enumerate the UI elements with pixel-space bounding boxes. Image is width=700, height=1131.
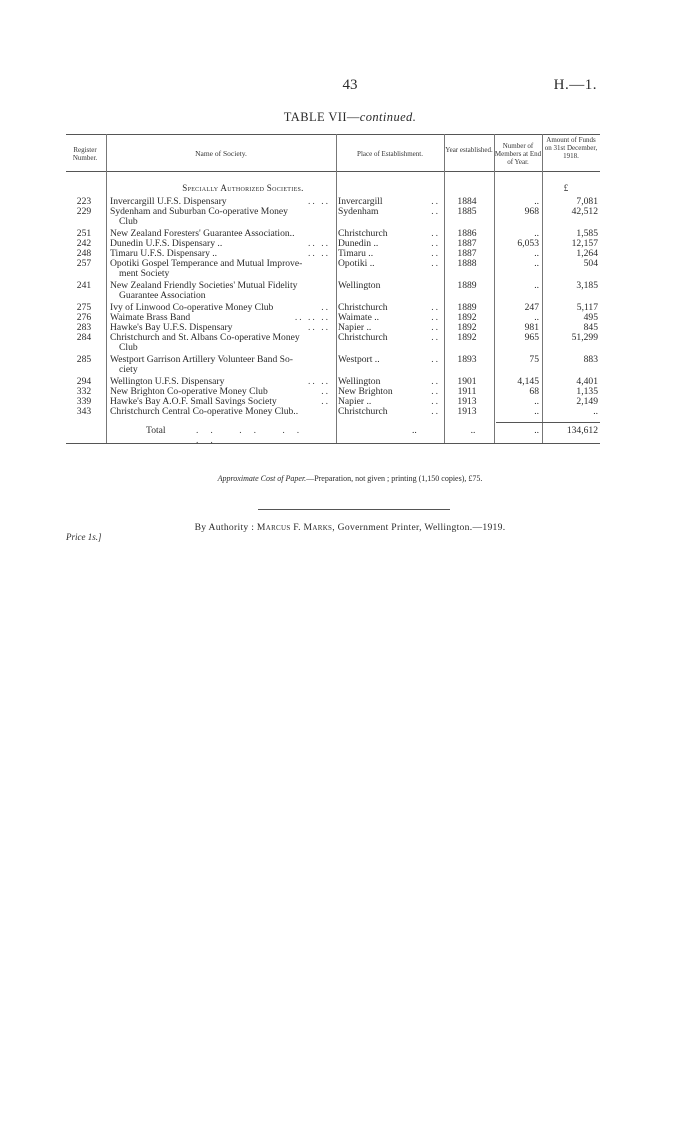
place-dots: .. — [431, 332, 440, 343]
fund-amount: 5,117 — [576, 302, 598, 313]
place-dots: .. — [431, 258, 440, 269]
society-name-line: Dunedin U.F.S. Dispensary .. — [110, 238, 223, 249]
name-column-rule — [106, 134, 107, 443]
name-dots: .. .. — [308, 322, 330, 333]
members-column-rule — [494, 134, 495, 443]
place-dots: .. — [431, 248, 440, 259]
place-of-establishment: Invercargill — [338, 196, 383, 207]
register-number: 294 — [76, 376, 92, 387]
member-count: .. — [534, 280, 539, 291]
place-dots: .. — [431, 406, 440, 417]
fund-amount: 1,135 — [576, 386, 598, 397]
table-title — [0, 110, 700, 125]
society-name — [110, 407, 332, 417]
place-dots: .. — [431, 386, 440, 397]
register-number: 242 — [76, 238, 92, 249]
name-dots: .. .. — [308, 248, 330, 259]
place-dots: .. — [431, 354, 440, 365]
society-name-line: Westport Garrison Artillery Volunteer Band So- — [110, 354, 293, 365]
year-established: 1913 — [457, 396, 477, 407]
society-name-continuation: Club — [119, 341, 138, 353]
place-of-establishment: Westport .. — [338, 354, 380, 365]
currency-symbol: £ — [563, 183, 569, 193]
society-name-continuation: ciety — [119, 363, 138, 375]
society-name — [110, 333, 332, 352]
fund-amount: 495 — [583, 312, 598, 323]
member-count: .. — [534, 406, 539, 417]
society-name — [110, 281, 332, 300]
society-name — [110, 207, 332, 226]
place-dots: .. — [431, 238, 440, 249]
header-amount: Amount of Funds on 31st December, 1918. — [544, 136, 598, 160]
price-note: Price 1s.] — [66, 532, 102, 542]
year-established: 1892 — [457, 322, 477, 333]
fund-amount: 504 — [583, 258, 598, 269]
year-established: 1886 — [457, 228, 477, 239]
member-count: 965 — [524, 332, 539, 343]
name-dots: .. .. .. — [294, 312, 330, 323]
society-name-continuation: ment Society — [119, 267, 170, 279]
place-of-establishment: Napier .. — [338, 322, 372, 333]
register-number: 343 — [76, 406, 92, 417]
header-members: Number of Members at End of Year. — [494, 142, 542, 166]
authority-prefix: By Authority : — [194, 522, 255, 533]
total-members: .. — [534, 425, 539, 436]
place-dots: .. — [431, 302, 440, 313]
page-number: 43 — [342, 77, 358, 93]
society-name-line: Sydenham and Suburban Co-operative Money — [110, 206, 288, 217]
total-year: .. — [470, 425, 476, 436]
fund-amount: 12,157 — [571, 238, 598, 249]
fund-amount: 845 — [583, 322, 598, 333]
member-count: .. — [534, 258, 539, 269]
member-count: .. — [534, 196, 539, 207]
place-dots: .. — [431, 196, 440, 207]
document-code: H.—1. — [553, 77, 597, 93]
member-count: .. — [534, 396, 539, 407]
year-established: 1889 — [457, 302, 477, 313]
society-name — [110, 355, 332, 374]
year-established: 1901 — [457, 376, 477, 387]
table-bottom-rule — [66, 443, 600, 444]
fund-amount: 42,512 — [571, 206, 598, 217]
year-established: 1888 — [457, 258, 477, 269]
year-established: 1885 — [457, 206, 477, 217]
header-name: Name of Society. — [195, 149, 247, 158]
year-column-rule — [444, 134, 445, 443]
society-name-continuation: Club — [119, 215, 138, 227]
header-register: Register Number. — [72, 146, 98, 162]
place-of-establishment: Napier .. — [338, 396, 372, 407]
fund-amount: 2,149 — [576, 396, 598, 407]
register-number: 223 — [76, 196, 92, 207]
place-of-establishment: Sydenham — [338, 206, 379, 217]
name-dots: .. — [321, 386, 330, 397]
register-number: 241 — [76, 280, 92, 291]
place-of-establishment: Christchurch — [338, 406, 388, 417]
register-number: 276 — [76, 312, 92, 323]
place-of-establishment: Christchurch — [338, 332, 388, 343]
fund-amount: 1,585 — [576, 228, 598, 239]
member-count: 247 — [524, 302, 539, 313]
name-dots: .. — [321, 302, 330, 313]
cost-footnote-text: —Preparation, not given ; printing (1,150 copies), £75. — [306, 474, 483, 483]
cost-footnote-label: Approximate Cost of Paper. — [217, 474, 307, 483]
register-number: 275 — [76, 302, 92, 313]
table-top-rule — [66, 134, 600, 135]
society-name-line: New Brighton Co-operative Money Club — [110, 386, 268, 397]
place-dots: .. — [431, 206, 440, 217]
society-name-line: Invercargill U.F.S. Dispensary — [110, 196, 227, 207]
footer-divider — [258, 509, 450, 510]
register-number: 339 — [76, 396, 92, 407]
member-count: 6,053 — [517, 238, 539, 249]
name-dots: .. .. — [308, 376, 330, 387]
society-name-line: Christchurch Central Co-operative Money Club.. — [110, 406, 299, 417]
year-established: 1889 — [457, 280, 477, 291]
place-dots: .. — [431, 396, 440, 407]
year-established: 1892 — [457, 312, 477, 323]
fund-amount: 3,185 — [576, 280, 598, 291]
year-established: 1887 — [457, 238, 477, 249]
year-established: 1893 — [457, 354, 477, 365]
society-name-line: Ivy of Linwood Co-operative Money Club — [110, 302, 274, 313]
fund-amount: .. — [593, 406, 598, 417]
member-count: 968 — [524, 206, 539, 217]
total-amount: 134,612 — [566, 425, 598, 436]
member-count: 75 — [529, 354, 539, 365]
place-dots: .. — [431, 312, 440, 323]
fund-amount: 4,401 — [576, 376, 598, 387]
register-number: 248 — [76, 248, 92, 259]
total-place: .. — [412, 425, 417, 436]
society-name-line: Christchurch and St. Albans Co-operative Money — [110, 332, 300, 343]
printer-name: Marcus F. Marks, — [256, 522, 335, 533]
member-count: .. — [534, 248, 539, 259]
society-name-line: New Zealand Foresters' Guarantee Association.. — [110, 228, 295, 239]
member-count: 981 — [524, 322, 539, 333]
place-column-rule — [336, 134, 337, 443]
header-bottom-rule — [66, 171, 600, 172]
year-established: 1884 — [457, 196, 477, 207]
section-title: Specially Authorized Societies. — [182, 183, 304, 193]
year-established: 1911 — [457, 386, 477, 397]
cost-footnote — [0, 474, 700, 483]
society-name-line: Wellington U.F.S. Dispensary — [110, 376, 225, 387]
year-established: 1913 — [457, 406, 477, 417]
society-name-line: Timaru U.F.S. Dispensary .. — [110, 248, 218, 259]
place-of-establishment: Waimate .. — [338, 312, 380, 323]
member-count: 4,145 — [517, 376, 539, 387]
place-of-establishment: Dunedin .. — [338, 238, 379, 249]
society-name-line: Opotiki Gospel Temperance and Mutual Improve- — [110, 258, 303, 269]
place-dots: .. — [431, 322, 440, 333]
register-number: 284 — [76, 332, 92, 343]
table-title-main: TABLE VII— — [283, 110, 360, 124]
place-dots: .. — [431, 228, 440, 239]
place-dots: .. — [431, 376, 440, 387]
name-dots: .. .. — [308, 196, 330, 207]
fund-amount: 7,081 — [576, 196, 598, 207]
name-dots: .. .. — [308, 238, 330, 249]
place-of-establishment: Wellington — [338, 376, 381, 387]
society-name-line: Waimate Brass Band — [110, 312, 191, 323]
society-name — [110, 259, 332, 278]
register-number: 285 — [76, 354, 92, 365]
member-count: 68 — [529, 386, 539, 397]
fund-amount: 883 — [583, 354, 598, 365]
total-label: Total — [146, 425, 166, 436]
place-of-establishment: Christchurch — [338, 302, 388, 313]
header-year: Year established. — [445, 146, 493, 154]
society-name-line: Hawke's Bay A.O.F. Small Savings Society — [110, 396, 277, 407]
authority-line — [0, 522, 700, 533]
year-established: 1887 — [457, 248, 477, 259]
place-of-establishment: Opotiki .. — [338, 258, 375, 269]
member-count: .. — [534, 312, 539, 323]
society-name-line: New Zealand Friendly Societies' Mutual Fidelity — [110, 280, 298, 291]
name-dots: .. — [321, 396, 330, 407]
amount-column-rule — [542, 134, 543, 443]
year-established: 1892 — [457, 332, 477, 343]
place-of-establishment: New Brighton — [338, 386, 393, 397]
register-number: 251 — [76, 228, 92, 239]
header-place: Place of Establishment. — [357, 150, 423, 158]
register-number: 257 — [76, 258, 92, 269]
register-number: 229 — [76, 206, 92, 217]
authority-rest: Government Printer, Wellington.—1919. — [337, 522, 506, 533]
total-separator-rule — [496, 422, 600, 423]
table-title-continued: continued. — [359, 110, 417, 124]
fund-amount: 51,299 — [571, 332, 598, 343]
register-number: 283 — [76, 322, 92, 333]
place-of-establishment: Timaru .. — [338, 248, 374, 259]
fund-amount: 1,264 — [576, 248, 598, 259]
member-count: .. — [534, 228, 539, 239]
total-dots: .. .. .. .. — [196, 425, 312, 446]
place-of-establishment: Wellington — [338, 280, 381, 291]
register-number: 332 — [76, 386, 92, 397]
society-name-continuation: Guarantee Association — [119, 289, 206, 301]
society-name-line: Hawke's Bay U.F.S. Dispensary — [110, 322, 233, 333]
place-of-establishment: Christchurch — [338, 228, 388, 239]
